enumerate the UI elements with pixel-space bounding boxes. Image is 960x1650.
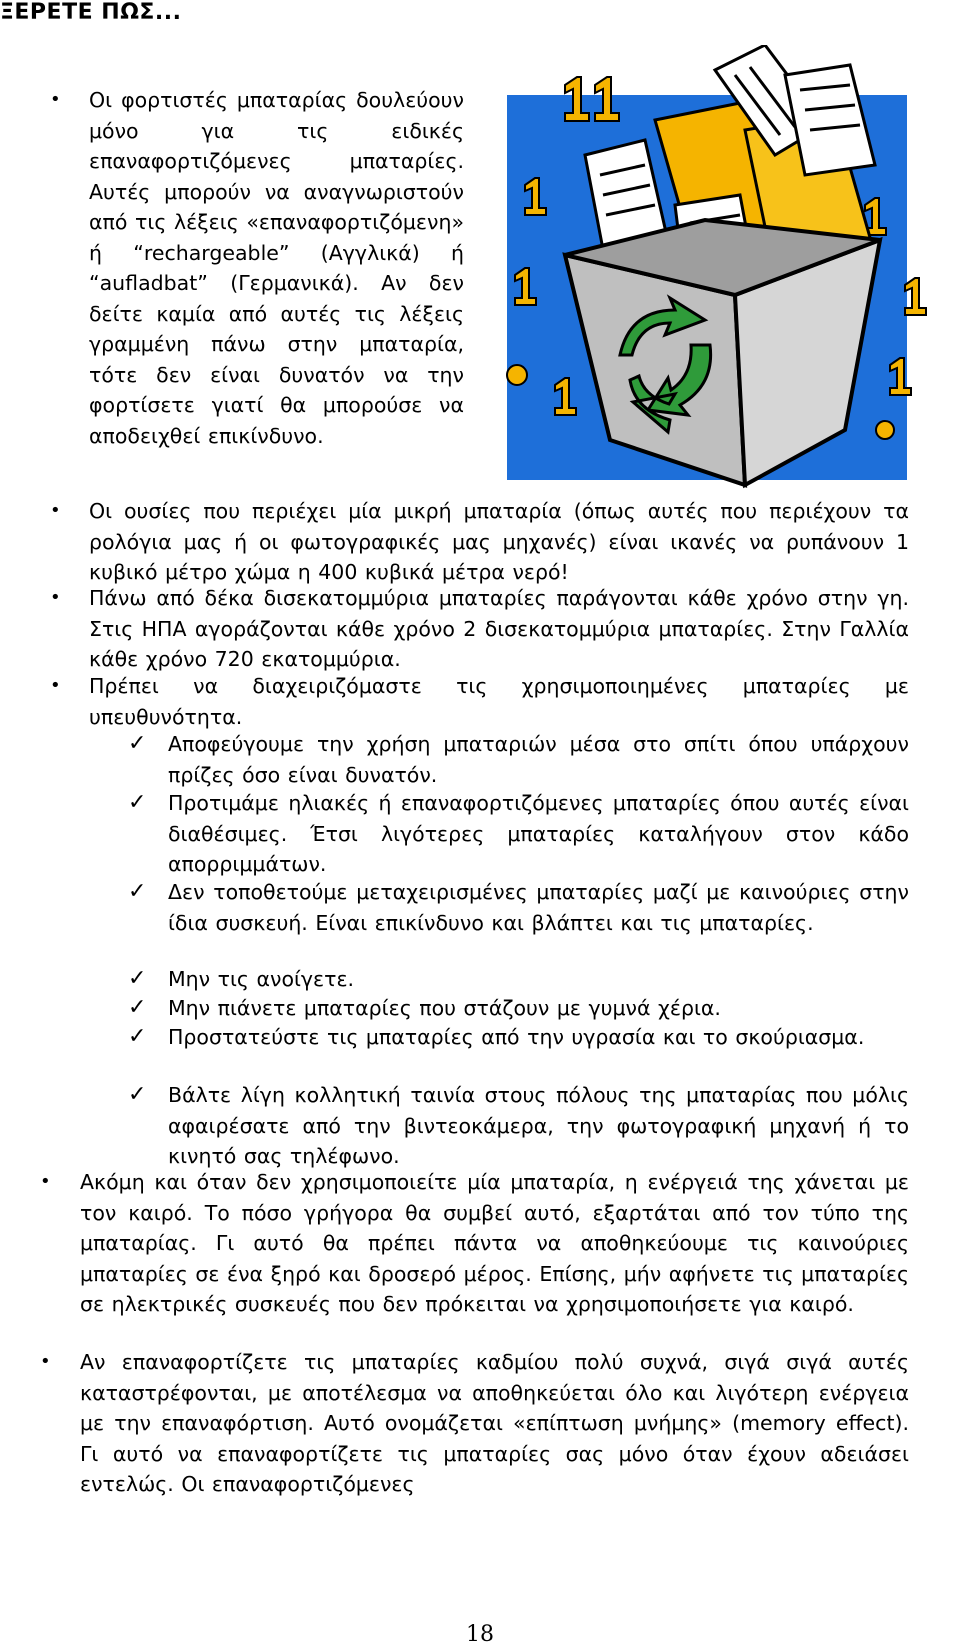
check-text-3: Δεν τοποθετούμε μεταχειρισμένες μπαταρίες μαζί με καινούριες στην ίδια συσκευή. Είναι επικίνδυνο και βλάπτει και τις μπαταρίες. [168,880,909,935]
check-text-2: Προτιμάμε ηλιακές ή επαναφορτιζόμενες μπαταρίες όπου αυτές είναι διαθέσιμες. Έτσι λιγότερες μπαταρίες καταλήγουν στον κάδο απορριμμάτων. [168,791,909,876]
check-icon: ✓ [128,995,147,1020]
recycling-bin-illustration [505,45,960,493]
check-text-5: Μην πιάνετε μπαταρίες που στάζουν με γυμνά χέρια. [168,996,721,1020]
check-text-4: Μην τις ανοίγετε. [168,967,355,991]
bullet-text-5: Ακόμη και όταν δεν χρησιμοποιείτε μία μπαταρία, η ενέργειά της χάνεται με τον καιρό. Το πόσο γρήγορα θα συμβεί αυτό, εξαρτάται από τον τύπο της μπαταρίας. Γι αυτό θα πρέπει πάντα να αποθηκεύουμε τις καινούριες μπαταρίες σε ένα ξηρό και δροσερό μέρος. Επίσης, μήν αφήνετε τις μπαταρίες σε ηλεκτρικές συσκευές που δεν πρόκειται να χρησιμοποιήσετε για καιρό. [80,1170,909,1316]
bullet-text-1: Οι φορτιστές μπαταρίας δουλεύουν μόνο για τις ειδικές επαναφορτιζόμενες μπαταρίες. Αυτές μπορούν να αναγνωριστούν από τις λέξεις «επαναφορτιζόμενη» ή “rechargeable” (Αγγλικά) ή “aufladbat” (Γερμανικά). Αν δεν δείτε καμία από αυτές τις λέξεις γραμμένη πάνω στην μπαταρία, τότε δεν είναι δυνατόν να την φορτίσετε γιατί θα μπορούσε να αποδειχθεί επικίνδυνο. [89,88,464,448]
check-text-1: Αποφεύγουμε την χρήση μπαταριών μέσα στο σπίτι όπου υπάρχουν πρίζες όσο είναι δυνατόν. [168,732,909,787]
check-icon: ✓ [128,1082,147,1107]
bullet-marker: • [50,89,61,110]
bullet-marker: • [40,1351,51,1372]
check-icon: ✓ [128,879,147,904]
check-text-6: Προστατεύστε τις μπαταρίες από την υγρασία και το σκούριασμα. [168,1025,865,1049]
bullet-marker: • [50,587,61,608]
page-number: 18 [466,1622,494,1647]
bullet-text-2: Οι ουσίες που περιέχει μία μικρή μπαταρία (όπως αυτές που περιέχουν τα ρολόγια μας ή οι φωτογραφικές μας μηχανές) είναι ικανές να ρυπάνουν 1 κυβικό μέτρο χώμα η 400 κυβικά μέτρα νερό! [89,499,909,584]
bullet-text-4: Πρέπει να διαχειριζόμαστε τις χρησιμοποιημένες μπαταρίες με υπευθυνότητα. [89,674,909,729]
bullet-text-3: Πάνω από δέκα δισεκατομμύρια μπαταρίες παράγονται κάθε χρόνο στην γη. Στις ΗΠΑ αγοράζονται κάθε χρόνο 2 δισεκατομμύρια μπαταρίες. Στην Γαλλία κάθε χρόνο 720 εκατομμύρια. [89,586,909,671]
check-text-7: Βάλτε λίγη κολλητική ταινία στους πόλους της μπαταρίας που μόλις αφαιρέσατε από την βιντεοκάμερα, την φωτογραφική μηχανή ή το κινητό σας τηλέφωνο. [168,1083,909,1168]
check-icon: ✓ [128,966,147,991]
check-icon: ✓ [128,790,147,815]
bullet-marker: • [50,500,61,521]
bullet-text-6: Αν επαναφορτίζετε τις μπαταρίες καδμίου πολύ συχνά, σιγά σιγά αυτές καταστρέφονται, με αποτέλεσμα να αποθηκεύεται όλο και λιγότερη ενέργεια με την επαναφόρτιση. Αυτό ονομάζεται «επίπτωση μνήμης» (memory effect). Γι αυτό να επαναφορτίζετε τις μπαταρίες σας μόνο όταν έχουν αδειάσει εντελώς. Οι επαναφορτιζόμενες [80,1350,909,1496]
check-icon: ✓ [128,731,147,756]
check-icon: ✓ [128,1024,147,1049]
bullet-marker: • [50,675,61,696]
number-one-shape [905,278,926,315]
page-title: ΞΕΡΕΤΕ ΠΩΣ... [0,0,182,25]
bullet-marker: • [40,1171,51,1192]
